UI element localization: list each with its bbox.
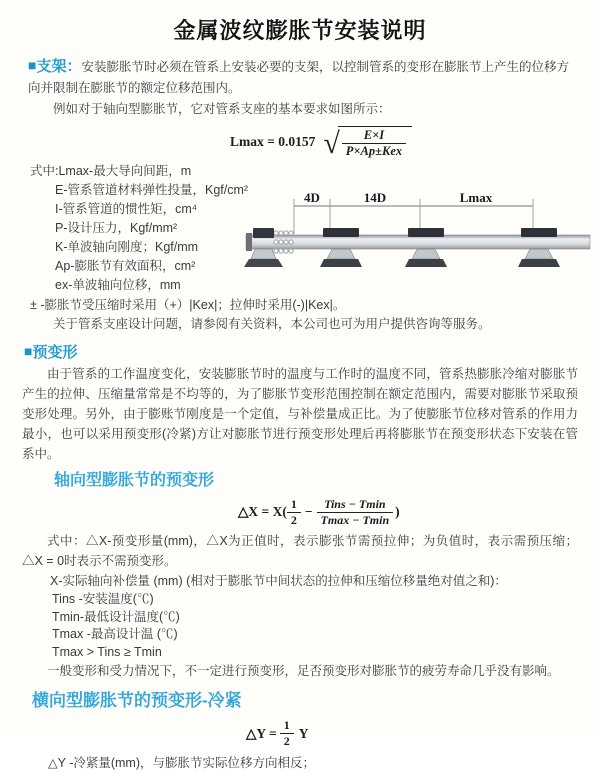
half-numerator: 1 (287, 498, 301, 513)
radical-sign: √ (323, 127, 340, 160)
axial-predeform-heading: 轴向型膨胀节的预变形 (54, 472, 215, 490)
variable-line: 式中:Lmax-最大导向间距，m (30, 164, 192, 179)
temp-line: Tmax > Tins ≥ Tmin (52, 644, 162, 659)
temperature-denominator: Tmax − Tmin (320, 512, 390, 527)
section-square-icon: ■ (28, 57, 37, 73)
half-fraction (287, 498, 301, 526)
dimension-label-4d: 4D (304, 190, 320, 205)
support-intro-paragraph (28, 55, 572, 99)
axial-formula-explain: 式中：△X-预变形量(mm)，△X为正值时，表示膨张节需预拉伸；为负值时，表示需预压缩；△X = 0时表示不需预变形。 (22, 534, 578, 569)
cold-tighten-note: △Y -冷紧量(mm)，与膨胀节实际位移方向相反； (48, 755, 316, 770)
temp-line: Tmax -最高设计温 (℃) (52, 627, 178, 642)
temp-line: Tins -安装温度(℃) (52, 592, 154, 607)
lateral-predeform-heading: 横向型膨胀节的预变形-冷紧 (32, 691, 242, 711)
lmax-fraction-numerator: E×I (342, 129, 406, 144)
half-fraction (280, 719, 294, 747)
temperature-fraction (317, 498, 394, 526)
axial-predeform-formula (238, 498, 600, 526)
minus-operator: − (304, 504, 313, 520)
x-definition-line: X-实际轴向补偿量 (mm) (相对于膨胀节中间状态的拉伸和压缩位移量绝对值之和)： (50, 574, 507, 589)
support-example-line: 例如对于轴向型膨胀节，它对管系支座的基本要求如图所示： (53, 102, 391, 116)
general-deform-note: 一般变形和受力情况下，不一定进行预变形，足否预变形对膨胀节的疲劳寿命几乎没有影响。 (47, 664, 560, 679)
bellows-coils (274, 231, 293, 253)
dimension-label-14d: 14D (363, 190, 387, 205)
half-denominator: 2 (290, 512, 297, 527)
temperature-numerator: Tins − Tmin (317, 498, 394, 513)
variable-line: ex-单波轴向位移，mm (55, 278, 181, 293)
consult-note: 关于管系支座设计问题，请参阅有关资料，本公司也可为用户提供咨询等服务。 (53, 317, 491, 332)
temperature-definitions (52, 591, 600, 661)
pipe-support-diagram (242, 190, 594, 286)
section-square-icon: ■ (24, 343, 33, 360)
lmax-fraction (342, 129, 406, 158)
support-intro-text: 安装膨胀节时必须在管系上安装必要的支架，以控制管系的变形在膨胀节上产生的位移方向并限制在膨胀节的额定位移范围内。 (28, 60, 569, 95)
lmax-formula-lhs: Lmax = 0.0157 (230, 134, 316, 150)
lateral-formula-rhs: Y (298, 725, 309, 741)
dimension-label-lmax: Lmax (459, 190, 493, 205)
pipe-end-flange (246, 233, 252, 251)
page-title: 金属波纹膨胀节安装说明 (173, 18, 427, 43)
plus-minus-note: ± -膨胀节受压缩时采用（+）|Kex|；拉伸时采用(-)|Kex|。 (30, 298, 346, 313)
variable-line: E-管系管道材料弹性投量，Kgf/cm² (55, 183, 249, 198)
lateral-formula-lhs: △Y = (246, 725, 277, 741)
variable-line: Ap-膨胀节有效面积，cm² (55, 259, 196, 274)
formula-variable-list (30, 162, 265, 295)
lateral-predeform-formula (246, 719, 600, 747)
predeform-section-heading (24, 342, 600, 362)
lmax-formula (230, 126, 600, 158)
lmax-fraction-denominator: P×Ap±Kex (345, 144, 403, 159)
variable-line: I-管系管道的惯性矩，cm⁴ (55, 202, 198, 217)
variable-line: K-单波轴向刚度；Kgf/mm (55, 240, 199, 255)
axial-formula-lhs: △X = X( (238, 504, 287, 520)
axial-formula-rhs: ) (395, 504, 400, 520)
variable-line: P-设计压力，Kgf/mm² (55, 221, 178, 236)
half-denominator: 2 (283, 734, 290, 749)
temp-line: Tmin-最低设计温度(℃) (52, 609, 180, 624)
pipe (246, 235, 590, 249)
support-section-label: 支架： (36, 58, 82, 75)
half-numerator: 1 (280, 719, 294, 734)
predeform-heading-text: 预变形 (32, 344, 78, 362)
sqrt-radical (323, 126, 412, 158)
radicand (338, 126, 412, 158)
predeform-paragraph: 由于管系的工作温度变化，安装膨胀节时的温度与工作时的温度不同，管系热膨胀冷缩对膨胀节产生的拉伸、压缩量常常是不均等的，为了膨胀节变形范围控制在额定范围内，需要对膨胀节采取预变形处理。另外，由于膨账节刚度是一个定值，与补偿量成正比。为了使膨胀节位移对管系的作用力最小，也可以采用预变形(冷紧)方让对膨胀节进行预变形处理后再将膨胀节在预变形状态下安装在管系中。 (22, 367, 578, 462)
